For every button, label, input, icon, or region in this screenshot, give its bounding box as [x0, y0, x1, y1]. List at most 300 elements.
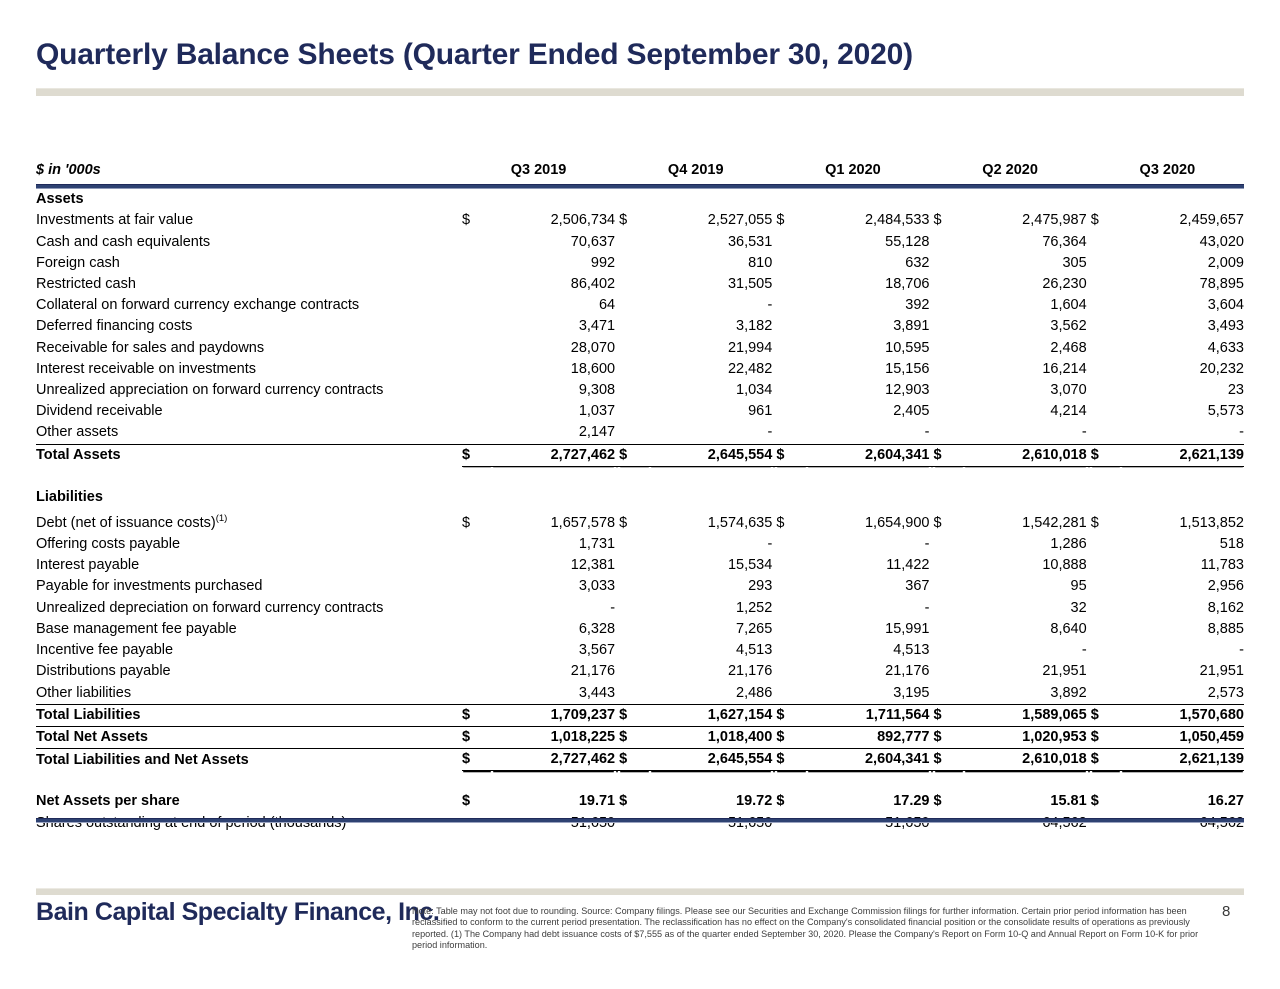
- cell-value: 2,527,055: [707, 212, 773, 229]
- currency-symbol: [619, 401, 649, 422]
- currency-symbol: $: [1091, 444, 1121, 466]
- currency-symbol: $: [776, 793, 785, 810]
- row-label: Incentive fee payable: [36, 642, 174, 659]
- cell-value: 19.71: [578, 793, 616, 810]
- table-row: [36, 295, 1244, 316]
- currency-symbol: [1091, 661, 1121, 682]
- currency-symbol: $: [1090, 212, 1099, 229]
- currency-symbol: $: [461, 793, 471, 810]
- currency-symbol: [619, 598, 649, 619]
- table-row: [36, 619, 1244, 640]
- table-row: [36, 791, 1244, 812]
- section-heading-row: [36, 189, 1244, 210]
- table-row: [36, 210, 1244, 231]
- cell-value: 810: [748, 254, 773, 271]
- row-label: Distributions payable: [36, 663, 171, 680]
- cell-value: 2,475,987: [1022, 212, 1087, 229]
- currency-symbol: [776, 576, 806, 597]
- section-pad: [650, 189, 773, 210]
- currency-symbol: $: [934, 726, 964, 748]
- table-row: [36, 274, 1244, 295]
- currency-symbol: [462, 401, 492, 422]
- cell-value: 1,654,900: [864, 514, 930, 531]
- cell-value: -: [1081, 424, 1087, 441]
- cell-value: 2,610,018: [964, 749, 1087, 771]
- row-spacer-cell: [36, 771, 1244, 792]
- currency-symbol: [462, 232, 492, 253]
- cell-value: -: [924, 424, 930, 441]
- table-row: [36, 338, 1244, 359]
- row-label: Total Assets: [36, 444, 462, 466]
- currency-symbol: [1091, 619, 1121, 640]
- currency-symbol: $: [619, 704, 649, 726]
- cell-value: 43,020: [1199, 233, 1244, 250]
- table-bottom-divider: [36, 818, 1244, 823]
- cell-value: [492, 813, 615, 834]
- cell-value: 20,232: [1199, 360, 1244, 377]
- currency-symbol: [1091, 640, 1121, 661]
- section-pad: [776, 487, 806, 508]
- section-pad: [462, 487, 492, 508]
- section-pad: [934, 487, 964, 508]
- currency-symbol: [619, 295, 649, 316]
- cell-value: 1,034: [736, 382, 773, 399]
- currency-symbol: [1091, 232, 1121, 253]
- section-pad: [776, 189, 806, 210]
- footnote-text: Note: Table may not foot due to rounding. Source: Company filings. Please see our Securities and Exchange Commission filings for further information. Certain prior period information has been reclassified to conform to the current period presentation. The reclassification has no effect on the Company's consolidated financial position or the consolidate results of operations as previously reported. (1) The Company had debt issuance costs of $7,555 as of the quarter ended September 30, 2020. Please the Company's Report on Form 10-Q and Annual Report on Form 10-K for prior period information.: [412, 906, 1199, 951]
- cell-value: 2,645,554: [650, 749, 773, 771]
- cell-value: 10,595: [885, 339, 930, 356]
- currency-symbol: [462, 295, 492, 316]
- currency-symbol: [776, 338, 806, 359]
- cell-value: 64: [598, 297, 616, 314]
- cell-value: 22,482: [727, 360, 773, 377]
- cell-value: 2,956: [1207, 578, 1244, 595]
- row-label: Other liabilities: [36, 684, 132, 701]
- currency-symbol: [776, 232, 806, 253]
- table-row: [36, 683, 1244, 705]
- currency-symbol: [619, 253, 649, 274]
- footnote-marker: (1): [215, 513, 228, 525]
- cell-value: 2,645,554: [650, 444, 773, 466]
- cell-value: 32: [1070, 599, 1087, 616]
- currency-symbol: $: [776, 444, 806, 466]
- currency-symbol: [1091, 359, 1121, 380]
- currency-symbol: $: [619, 726, 649, 748]
- cell-value: 3,443: [578, 684, 616, 701]
- table-row: [36, 444, 1244, 466]
- cell-value: 6,328: [578, 620, 616, 637]
- currency-symbol: $: [461, 514, 471, 531]
- currency-symbol: [1091, 813, 1121, 834]
- cell-value: -: [1239, 642, 1244, 659]
- currency-symbol: [1091, 338, 1121, 359]
- cell-value: [650, 813, 773, 834]
- currency-symbol: [934, 661, 964, 682]
- cell-value: 2,486: [736, 684, 773, 701]
- column-header-q3-2019: Q3 2019: [510, 162, 567, 178]
- cell-value: 2,459,657: [1179, 212, 1244, 229]
- currency-symbol: [619, 232, 649, 253]
- currency-symbol: [1091, 401, 1121, 422]
- cell-value: 8,640: [1050, 620, 1087, 637]
- cell-value: 15,991: [885, 620, 930, 637]
- row-label: Investments at fair value: [36, 212, 194, 229]
- cell-value: 1,657,578: [550, 514, 616, 531]
- cell-value: 15,534: [727, 557, 773, 574]
- currency-symbol: [776, 598, 806, 619]
- balance-sheet-table: [36, 160, 1244, 834]
- row-label: [36, 813, 462, 834]
- row-spacer: [36, 771, 1244, 792]
- cell-value: 28,070: [570, 339, 616, 356]
- section-heading: Assets: [36, 191, 84, 208]
- currency-symbol: [1091, 576, 1121, 597]
- cell-value: 21,951: [1199, 663, 1244, 680]
- currency-symbol: [462, 338, 492, 359]
- row-label: Total Liabilities and Net Assets: [36, 749, 462, 771]
- currency-symbol: [776, 683, 806, 705]
- currency-symbol: $: [776, 726, 806, 748]
- row-label: Foreign cash: [36, 254, 120, 271]
- section-pad: [934, 189, 964, 210]
- cell-value: 3,493: [1207, 318, 1244, 335]
- column-header-q2-2020: Q2 2020: [982, 162, 1038, 178]
- row-label: Interest payable: [36, 557, 140, 574]
- section-pad: [1121, 189, 1244, 210]
- title-divider: [36, 88, 1244, 96]
- currency-symbol: [776, 380, 806, 401]
- cell-value: -: [767, 536, 773, 553]
- cell-value: 8,885: [1207, 620, 1244, 637]
- currency-symbol: [462, 813, 492, 834]
- currency-symbol: [776, 359, 806, 380]
- cell-value: 1,731: [578, 536, 616, 553]
- currency-symbol: [619, 640, 649, 661]
- currency-symbol: [619, 338, 649, 359]
- cell-value: -: [767, 297, 773, 314]
- currency-symbol: [619, 422, 649, 444]
- section-pad: [807, 189, 930, 210]
- table-row: [36, 576, 1244, 597]
- cell-value: 9,308: [578, 382, 616, 399]
- cell-value: 21,994: [727, 339, 773, 356]
- cell-value: 19.72: [736, 793, 773, 810]
- currency-symbol: [776, 619, 806, 640]
- currency-symbol: $: [1090, 793, 1099, 810]
- currency-symbol: [776, 253, 806, 274]
- row-label: Deferred financing costs: [36, 318, 193, 335]
- currency-symbol: [462, 274, 492, 295]
- cell-value: 15,156: [885, 360, 930, 377]
- currency-symbol: $: [776, 749, 806, 771]
- cell-value: 1,604: [1050, 297, 1087, 314]
- cell-value: 23: [1227, 382, 1244, 399]
- section-pad: [492, 189, 615, 210]
- section-pad: [807, 487, 930, 508]
- cell-value: 70,637: [570, 233, 616, 250]
- section-pad: [619, 487, 649, 508]
- currency-symbol: [776, 316, 806, 337]
- cell-value: 2,506,734: [550, 212, 616, 229]
- currency-symbol: $: [934, 704, 964, 726]
- cell-value: 8,162: [1207, 599, 1244, 616]
- table-row: [36, 508, 1244, 534]
- cell-value: 12,903: [885, 382, 930, 399]
- table-row: [36, 640, 1244, 661]
- page-title: Quarterly Balance Sheets (Quarter Ended September 30, 2020): [36, 38, 913, 71]
- currency-symbol: [776, 640, 806, 661]
- cell-value: -: [1239, 424, 1244, 441]
- currency-symbol: $: [619, 514, 628, 531]
- cell-value: 3,562: [1050, 318, 1087, 335]
- cell-value: -: [924, 599, 930, 616]
- cell-value: 36,531: [727, 233, 773, 250]
- table-row: [36, 316, 1244, 337]
- table-row: [36, 534, 1244, 555]
- cell-value: 3,891: [893, 318, 930, 335]
- currency-symbol: [934, 555, 964, 576]
- cell-value: 16.27: [1207, 793, 1244, 810]
- currency-symbol: [934, 359, 964, 380]
- column-header-q3-2020: Q3 2020: [1139, 162, 1196, 178]
- cell-value: 2,405: [893, 403, 930, 420]
- section-pad: [619, 189, 649, 210]
- section-pad: [964, 189, 1087, 210]
- currency-symbol: $: [462, 704, 492, 726]
- row-label: Receivable for sales and paydowns: [36, 339, 265, 356]
- cell-value: 1,574,635: [707, 514, 773, 531]
- currency-symbol: $: [934, 749, 964, 771]
- currency-symbol: $: [934, 444, 964, 466]
- cell-value: 1,018,400: [650, 726, 773, 748]
- currency-symbol: [1091, 253, 1121, 274]
- cell-value: 1,627,154: [650, 704, 773, 726]
- currency-symbol: [934, 232, 964, 253]
- cell-value: 16,214: [1042, 360, 1087, 377]
- table-row: [36, 704, 1244, 726]
- table-row: [36, 253, 1244, 274]
- cell-value: 21,176: [885, 663, 930, 680]
- row-label: Collateral on forward currency exchange contracts: [36, 297, 360, 314]
- cell-value: 21,951: [1042, 663, 1087, 680]
- cell-value: 76,364: [1042, 233, 1087, 250]
- cell-value: [807, 813, 930, 834]
- cell-value: 3,182: [736, 318, 773, 335]
- currency-symbol: [619, 359, 649, 380]
- cell-value: 26,230: [1042, 276, 1087, 293]
- currency-symbol: [462, 359, 492, 380]
- currency-symbol: [934, 619, 964, 640]
- cell-value: 2,573: [1207, 684, 1244, 701]
- currency-symbol: $: [462, 726, 492, 748]
- row-label: Payable for investments purchased: [36, 578, 263, 595]
- currency-symbol: $: [1091, 749, 1121, 771]
- currency-symbol: [934, 253, 964, 274]
- currency-symbol: [619, 661, 649, 682]
- page-number: 8: [1222, 903, 1231, 920]
- cell-value: 1,711,564: [807, 704, 930, 726]
- row-label: Debt (net of issuance costs)$^{(1)}$: [36, 513, 228, 531]
- cell-value: 3,604: [1207, 297, 1244, 314]
- currency-symbol: [619, 683, 649, 705]
- cell-value: 86,402: [570, 276, 616, 293]
- cell-value: 2,610,018: [964, 444, 1087, 466]
- cell-value: 4,214: [1050, 403, 1087, 420]
- currency-symbol: [1091, 380, 1121, 401]
- currency-symbol: $: [1091, 726, 1121, 748]
- currency-symbol: [462, 534, 492, 555]
- cell-value: 2,484,533: [864, 212, 930, 229]
- cell-value: [1121, 813, 1244, 834]
- currency-symbol: $: [619, 212, 628, 229]
- cell-value: 293: [748, 578, 773, 595]
- cell-value: 1,020,953: [964, 726, 1087, 748]
- cell-value: 21,176: [570, 663, 616, 680]
- currency-symbol: [619, 534, 649, 555]
- currency-symbol: $: [462, 749, 492, 771]
- row-label: Restricted cash: [36, 276, 136, 293]
- currency-symbol: $: [619, 444, 649, 466]
- cell-value: 95: [1070, 578, 1087, 595]
- currency-symbol: [776, 274, 806, 295]
- cell-value: 3,033: [578, 578, 616, 595]
- cell-value: 7,265: [736, 620, 773, 637]
- cell-value: 11,422: [886, 557, 930, 574]
- cell-value: 4,513: [736, 642, 773, 659]
- section-pad: [462, 189, 492, 210]
- currency-symbol: [619, 813, 649, 834]
- cell-value: 17.29: [893, 793, 930, 810]
- cell-value: 1,513,852: [1179, 514, 1244, 531]
- cell-value: 21,176: [727, 663, 773, 680]
- cell-value: 3,892: [1050, 684, 1087, 701]
- currency-symbol: [462, 683, 492, 705]
- cell-value: 11,783: [1200, 557, 1244, 574]
- currency-symbol: [1091, 534, 1121, 555]
- table-row: [36, 813, 1244, 834]
- currency-symbol: [1091, 683, 1121, 705]
- row-label: Total Liabilities: [36, 704, 462, 726]
- company-logo-text: Bain Capital Specialty Finance, Inc.: [36, 898, 440, 926]
- currency-symbol: [462, 640, 492, 661]
- row-spacer: [36, 466, 1244, 487]
- cell-value: 10,888: [1042, 557, 1087, 574]
- currency-symbol: [1091, 555, 1121, 576]
- currency-symbol: [776, 555, 806, 576]
- cell-value: 55,128: [885, 233, 930, 250]
- section-pad: [1091, 487, 1121, 508]
- table-row: [36, 555, 1244, 576]
- cell-value: 305: [1062, 254, 1087, 271]
- currency-symbol: $: [776, 212, 785, 229]
- column-header-q4-2019: Q4 2019: [667, 162, 724, 178]
- currency-symbol: [462, 253, 492, 274]
- cell-value: 1,589,065: [964, 704, 1087, 726]
- currency-symbol: [1091, 316, 1121, 337]
- cell-value: 1,050,459: [1121, 726, 1244, 748]
- cell-value: 392: [905, 297, 930, 314]
- currency-symbol: [934, 683, 964, 705]
- currency-symbol: [1091, 295, 1121, 316]
- cell-value: 2,727,462: [492, 749, 615, 771]
- cell-value: -: [610, 599, 616, 616]
- currency-symbol: [619, 274, 649, 295]
- cell-value: 2,009: [1207, 254, 1244, 271]
- units-label: $ in '000s: [36, 162, 101, 178]
- cell-value: 2,604,341: [807, 444, 930, 466]
- row-label: Unrealized depreciation on forward currency contracts: [36, 599, 384, 616]
- cell-value: 892,777: [807, 726, 930, 748]
- currency-symbol: [1091, 274, 1121, 295]
- currency-symbol: $: [462, 444, 492, 466]
- table-row: [36, 359, 1244, 380]
- cell-value: 18,706: [885, 276, 930, 293]
- currency-symbol: [462, 619, 492, 640]
- section-pad: [492, 487, 615, 508]
- table-row: [36, 232, 1244, 253]
- section-pad: [1091, 189, 1121, 210]
- cell-value: 78,895: [1199, 276, 1244, 293]
- currency-symbol: [934, 274, 964, 295]
- row-label: Interest receivable on investments: [36, 360, 257, 377]
- cell-value: 518: [1219, 536, 1244, 553]
- row-label: Net Assets per share: [36, 793, 180, 810]
- currency-symbol: [934, 295, 964, 316]
- currency-symbol: $: [933, 793, 942, 810]
- table-row: [36, 598, 1244, 619]
- row-label: Dividend receivable: [36, 403, 163, 420]
- balance-sheet-table-container: [36, 160, 1244, 834]
- cell-value: 2,621,139: [1121, 749, 1244, 771]
- currency-symbol: [776, 813, 806, 834]
- cell-value: 1,570,680: [1121, 704, 1244, 726]
- footer-divider: [36, 888, 1244, 895]
- currency-symbol: [934, 534, 964, 555]
- cell-value: [964, 813, 1087, 834]
- currency-symbol: [619, 619, 649, 640]
- currency-symbol: [934, 576, 964, 597]
- currency-symbol: $: [619, 793, 628, 810]
- currency-symbol: [934, 422, 964, 444]
- cell-value: 3,471: [578, 318, 616, 335]
- currency-symbol: [462, 555, 492, 576]
- cell-value: 18,600: [570, 360, 616, 377]
- currency-symbol: [462, 661, 492, 682]
- table-header-row: [36, 160, 1244, 183]
- cell-value: 5,573: [1207, 403, 1244, 420]
- row-spacer-cell: [36, 466, 1244, 487]
- table-row: [36, 380, 1244, 401]
- cell-value: 1,542,281: [1022, 514, 1087, 531]
- currency-symbol: [619, 555, 649, 576]
- cell-value: 961: [748, 403, 773, 420]
- currency-symbol: [934, 316, 964, 337]
- currency-symbol: [619, 576, 649, 597]
- cell-value: 31,505: [727, 276, 773, 293]
- currency-symbol: [776, 422, 806, 444]
- cell-value: 632: [905, 254, 930, 271]
- currency-symbol: [934, 401, 964, 422]
- row-label: Cash and cash equivalents: [36, 233, 211, 250]
- cell-value: 2,147: [578, 424, 616, 441]
- table-row: [36, 401, 1244, 422]
- currency-symbol: [462, 380, 492, 401]
- table-row: [36, 422, 1244, 444]
- section-heading: Liabilities: [36, 488, 103, 505]
- table-row: [36, 726, 1244, 748]
- currency-symbol: $: [776, 704, 806, 726]
